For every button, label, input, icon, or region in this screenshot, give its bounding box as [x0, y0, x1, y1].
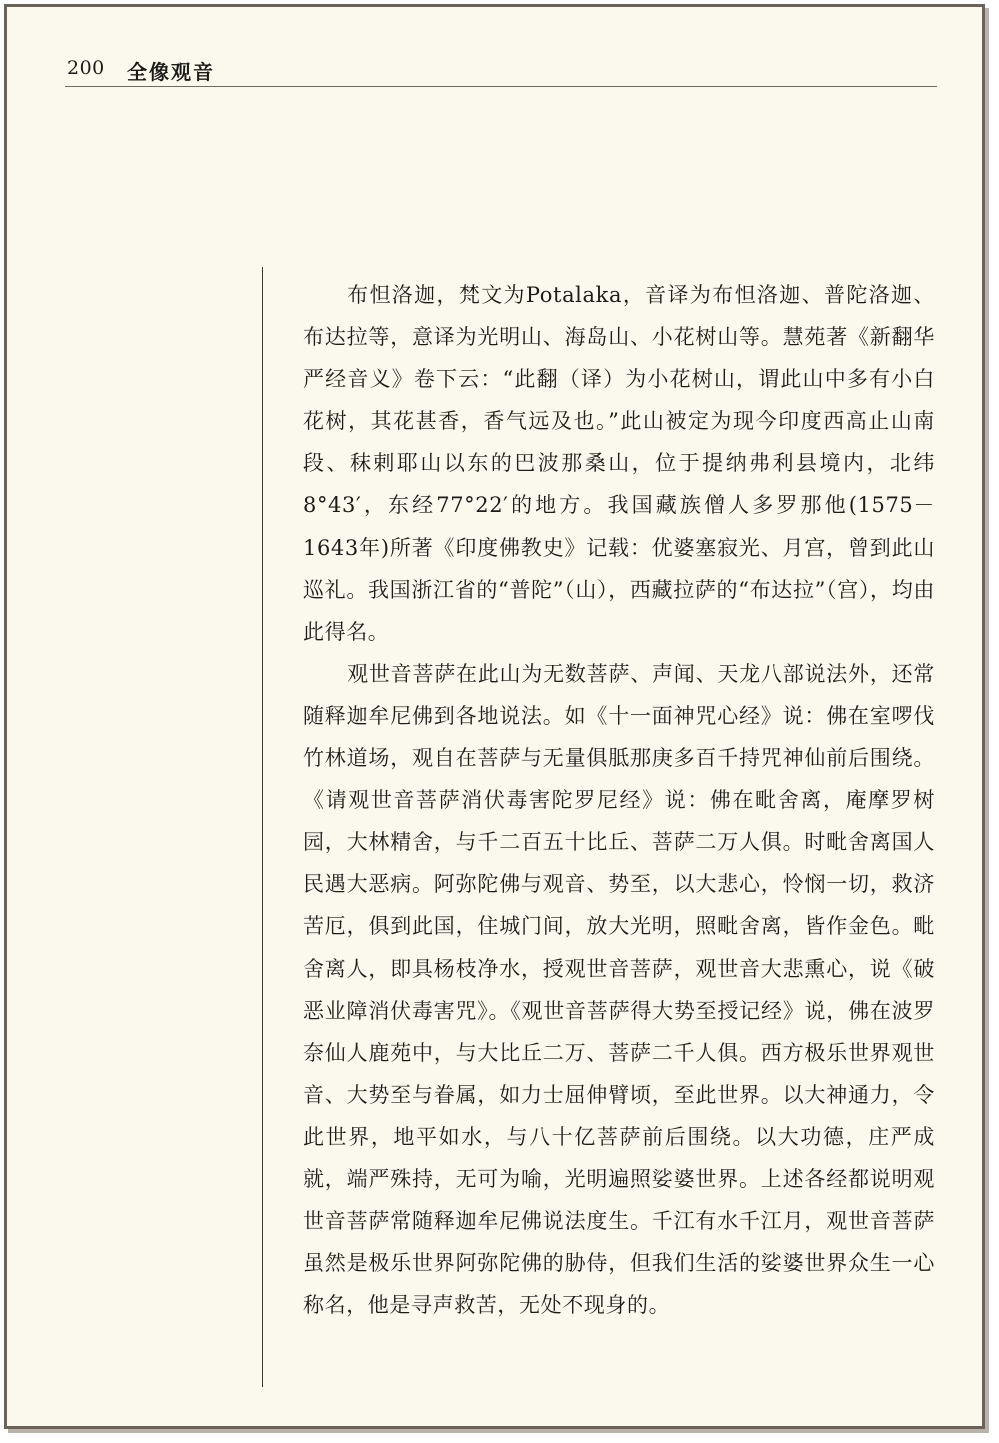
paragraph: 观世音菩萨在此山为无数菩萨、声闻、天龙八部说法外，还常随释迦牟尼佛到各地说法。如《十一面神咒心经》说：佛在室啰伐竹林道场，观自在菩萨与无量俱胝那庚多百千持咒神仙前后围绕。《请观世音菩萨消伏毒害陀罗尼经》说：佛在毗舍离，庵摩罗树园，大林精舍，与千二百五十比丘、菩萨二万人俱。时毗舍离国人民遇大恶病。阿弥陀佛与观音、势至，以大悲心，怜悯一切，救济苦厄，俱到此国，住城门间，放大光明，照毗舍离，皆作金色。毗舍离人，即具杨枝净水，授观世音菩萨，观世音大悲熏心，说《破恶业障消伏毒害咒》。《观世音菩萨得大势至授记经》说，佛在波罗奈仙人鹿苑中，与大比丘二万、菩萨二千人俱。西方极乐世界观世音、大势至与眷属，如力士屈伸臂顷，至此世界。以大神通力，令此世界，地平如水，与八十亿菩萨前后围绕。以大功德，庄严成就，端严殊持，无可为喻，光明遍照娑婆世界。上述各经都说明观世音菩萨常随释迦牟尼佛说法度生。千江有水千江月，观世音菩萨虽然是极乐世界阿弥陀佛的胁侍，但我们生活的娑婆世界众生一心称名，他是寻声救苦，无处不现身的。 — [303, 661, 935, 1318]
body-text — [303, 274, 935, 1326]
running-header — [65, 53, 937, 87]
paragraph: 布怛洛迦，梵文为Potalaka，音译为布怛洛迦、普陀洛迦、布达拉等，意译为光明山、海岛山、小花树山等。慧苑著《新翻华严经音义》卷下云：“此翻（译）为小花树山，谓此山中多有小白花树，其花甚香，香气远及也。”此山被定为现今印度西高止山南段、秣剌耶山以东的巴波那桑山，位于提纳弗利县境内，北纬8°43′，东经77°22′的地方。我国藏族僧人多罗那他(1575－1643年)所著《印度佛教史》记载：优婆塞寂光、月宫，曾到此山巡礼。我国浙江省的“普陀”（山），西藏拉萨的“布达拉”（宫），均由此得名。 — [303, 283, 935, 644]
book-title: 全像观音 — [127, 60, 215, 84]
page-number: 200 — [67, 57, 105, 79]
margin-rule — [262, 267, 263, 1387]
